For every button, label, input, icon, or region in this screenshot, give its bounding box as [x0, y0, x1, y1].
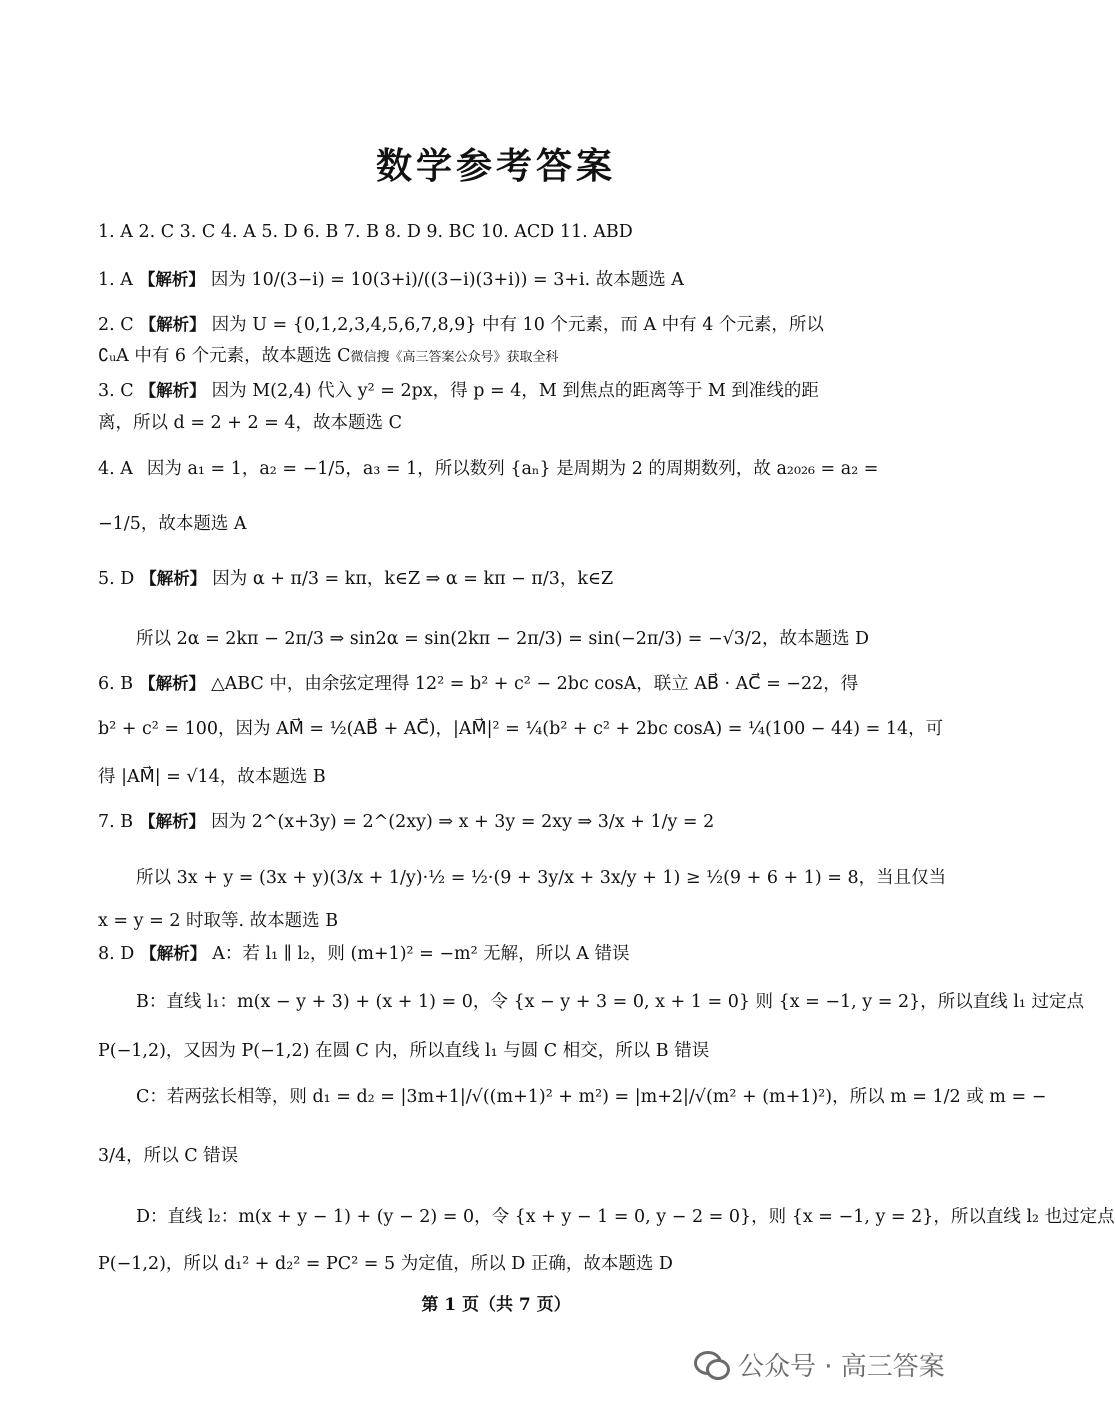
q8-text-a: A：若 l₁ ∥ l₂，则 (m+1)² = −m² 无解，所以 A 错误: [212, 944, 630, 964]
analysis-tag: 【解析】: [139, 812, 206, 831]
q8-text-c1: C：若两弦长相等，则 d₁ = d₂ = |3m+1|/√((m+1)² + m²) = |m+2|/√(m² + (m+1)²)，所以 m = 1/2 或 m = −: [136, 1087, 1047, 1107]
inline-watermark: 微信搜《高三答案公众号》获取全科: [350, 350, 559, 365]
q5-explanation: [98, 565, 898, 590]
q3-text-2: 离，所以 d = 2 + 2 = 4，故本题选 C: [98, 413, 402, 433]
q8-text-c2: 3/4，所以 C 错误: [98, 1146, 239, 1166]
q7-explanation: [98, 808, 898, 833]
q6-text-2: b² + c² = 100，因为 AM⃗ = ½(AB⃗ + AC⃗)，|AM⃗|² = ¼(b² + c² + 2bc cosA) = ¼(100 − 44) = 14，可: [98, 719, 944, 739]
q8-text-d1: D：直线 l₂：m(x + y − 1) + (y − 2) = 0，令 {x + y − 1 = 0, y − 2 = 0}，则 {x = −1, y = 2}，所以直线 l₂ 也过定点: [136, 1207, 1115, 1227]
analysis-tag: 【解析】: [140, 944, 207, 963]
q4-number: 4. A: [98, 459, 133, 479]
q6-text-1: △ABC 中，由余弦定理得 12² = b² + c² − 2bc cosA，联立 AB⃗ · AC⃗ = −22，得: [211, 674, 859, 694]
q2-number: 2. C: [98, 315, 134, 335]
q2-text-2: ∁ᵤA 中有 6 个元素，故本题选 C: [98, 346, 351, 366]
q6-text-3: 得 |AM⃗| = √14，故本题选 B: [98, 767, 326, 787]
q8-text-b1: B：直线 l₁：m(x − y + 3) + (x + 1) = 0，令 {x − y + 3 = 0, x + 1 = 0} 则 {x = −1, y = 2}，所以直线 l₁ 过定点: [136, 992, 1084, 1012]
q5-text-2: 所以 2α = 2kπ − 2π/3 ⇒ sin2α = sin(2kπ − 2π/3) = sin(−2π/3) = −√3/2，故本题选 D: [136, 629, 870, 649]
q1-number: 1. A: [98, 270, 133, 290]
q4-text-1: 因为 a₁ = 1，a₂ = −1/5，a₃ = 1，所以数列 {aₙ} 是周期为 2 的周期数列，故 a₂₀₂₆ = a₂ =: [146, 459, 879, 479]
q5-number: 5. D: [98, 569, 135, 589]
q3-text-1: 因为 M(2,4) 代入 y² = 2px，得 p = 4，M 到焦点的距离等于 M 到准线的距: [211, 381, 819, 401]
q8-text-b2: P(−1,2)，又因为 P(−1,2) 在圆 C 内，所以直线 l₁ 与圆 C 相交，所以 B 错误: [98, 1041, 710, 1061]
q7-number: 7. B: [98, 812, 134, 832]
analysis-tag: 【解析】: [138, 270, 205, 289]
q8-number: 8. D: [98, 944, 135, 964]
q4-text-2: −1/5，故本题选 A: [98, 514, 247, 534]
q2-line-2: [98, 342, 898, 367]
q3-explanation: [98, 377, 898, 402]
brand-text: 公众号 · 高三答案: [738, 1351, 945, 1382]
analysis-tag: 【解析】: [139, 381, 206, 400]
page-footer: 第 1 页（共 7 页）: [421, 1295, 571, 1315]
q1-explanation: [98, 266, 898, 291]
q6-number: 6. B: [98, 674, 134, 694]
answers-summary: 1. A 2. C 3. C 4. A 5. D 6. B 7. B 8. D 9. BC 10. ACD 11. ABD: [98, 222, 633, 242]
q1-text: 因为 10/(3−i) = 10(3+i)/((3−i)(3+i)) = 3+i. 故本题选 A: [210, 270, 684, 290]
analysis-tag: 【解析】: [140, 569, 207, 588]
q7-text-1: 因为 2^(x+3y) = 2^(2xy) ⇒ x + 3y = 2xy ⇒ 3/x + 1/y = 2: [211, 812, 715, 832]
wechat-icon: [694, 1349, 728, 1379]
q2-explanation: [98, 311, 898, 336]
q8-explanation: [98, 940, 898, 965]
q6-explanation: [98, 670, 898, 695]
q7-text-3: x = y = 2 时取等. 故本题选 B: [98, 911, 339, 931]
brand-watermark: [694, 1344, 945, 1384]
q7-text-2: 所以 3x + y = (3x + y)(3/x + 1/y)·½ = ½·(9 + 3y/x + 3x/y + 1) ≥ ½(9 + 6 + 1) = 8，当且仅当: [136, 868, 947, 888]
q8-text-d2: P(−1,2)，所以 d₁² + d₂² = PC² = 5 为定值，所以 D 正确，故本题选 D: [98, 1254, 673, 1274]
analysis-tag: 【解析】: [139, 674, 206, 693]
q5-text-1: 因为 α + π/3 = kπ，k∈Z ⇒ α = kπ − π/3，k∈Z: [212, 569, 614, 589]
q2-text-1: 因为 U = {0,1,2,3,4,5,6,7,8,9} 中有 10 个元素，而 A 中有 4 个元素，所以: [211, 315, 824, 335]
analysis-tag: 【解析】: [139, 315, 206, 334]
page-title: 数学参考答案: [375, 146, 616, 187]
q3-number: 3. C: [98, 381, 134, 401]
q4-explanation: [98, 455, 898, 480]
